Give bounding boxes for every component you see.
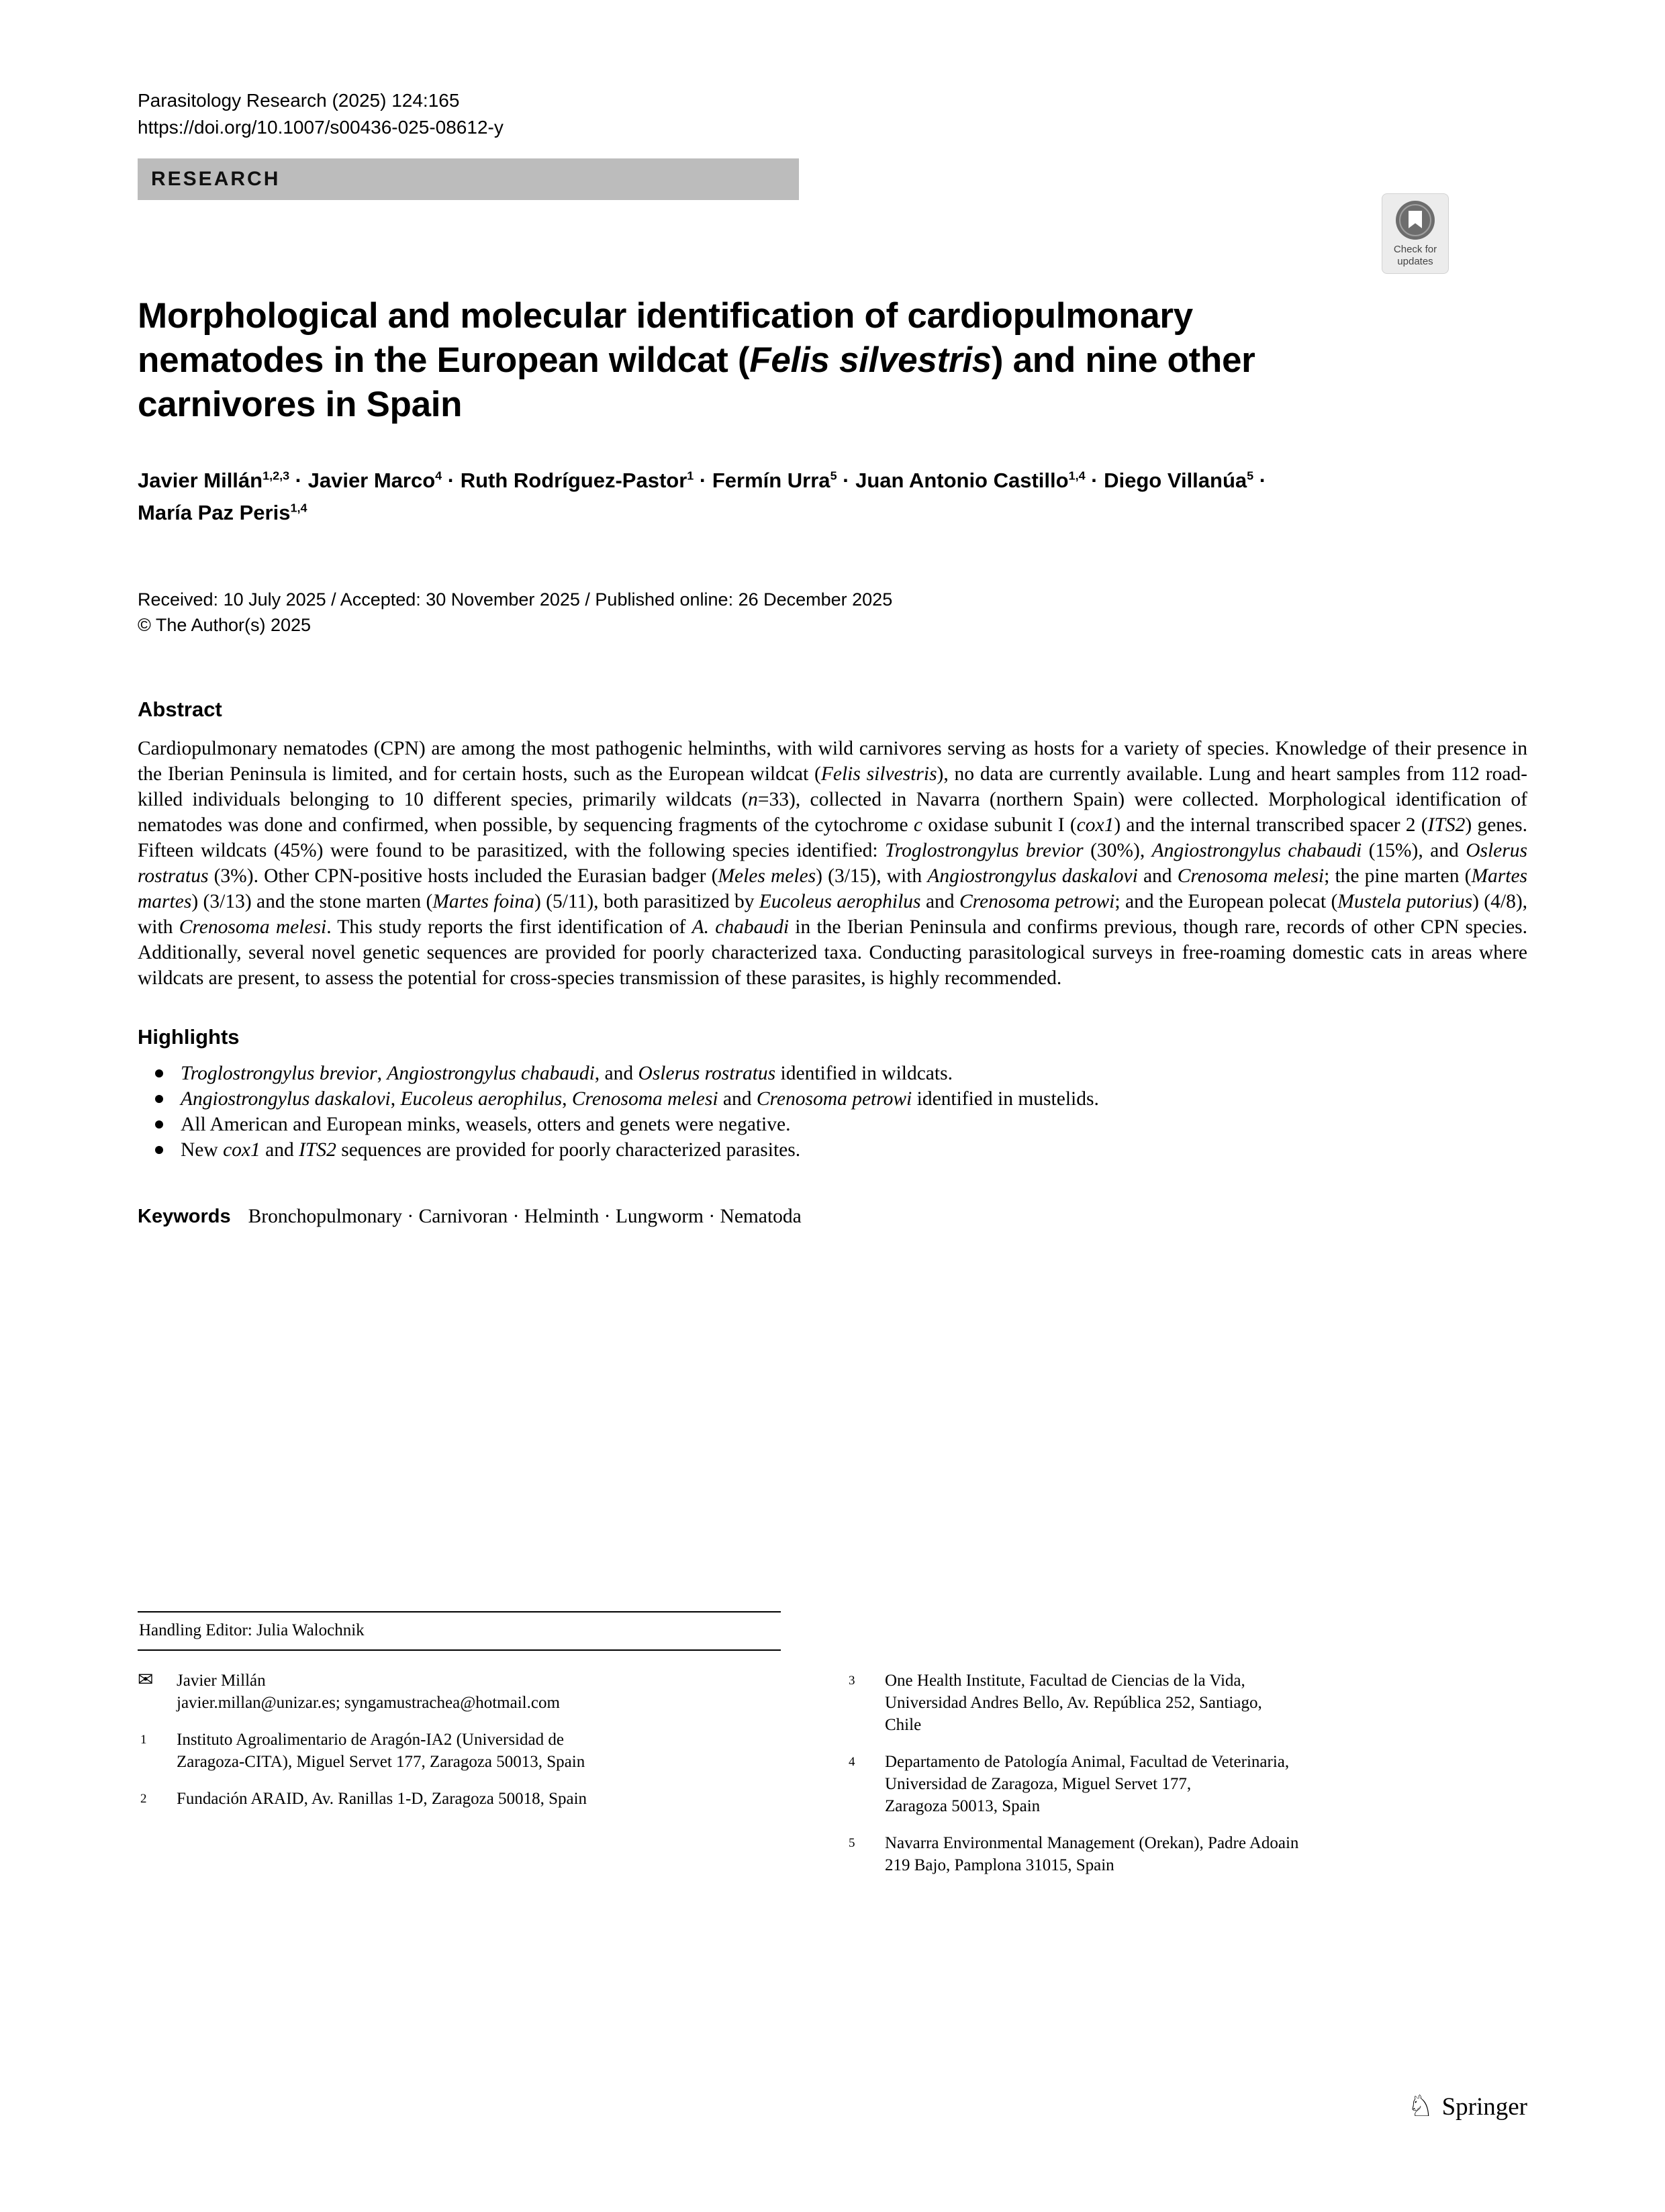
publisher-name: Springer (1441, 2093, 1527, 2121)
affiliation-number: 4 (849, 1755, 855, 1769)
check-for-updates-badge[interactable] (1382, 193, 1449, 274)
affiliation-text: Navarra Environmental Management (Orekan), Padre Adoain 219 Bajo, Pamplona 31015, Spain (885, 1834, 1299, 1874)
affiliation-entry (846, 1832, 1531, 1876)
publisher-logo (1407, 2092, 1527, 2121)
section-type-bar (138, 158, 799, 200)
divider (138, 1649, 781, 1651)
envelope-icon: ✉ (138, 1670, 154, 1690)
bullet-icon (155, 1069, 163, 1077)
affiliation-text: Instituto Agroalimentario de Aragón-IA2 (Universidad de Zaragoza-CITA), Miguel Servet 177, Zaragoza 50013, Spain (177, 1731, 585, 1771)
publication-dates: Received: 10 July 2025 / Accepted: 30 November 2025 / Published online: 26 December 2025 (138, 589, 893, 610)
affiliation-entry (846, 1670, 1531, 1736)
highlights-heading: Highlights (138, 1025, 240, 1049)
abstract-heading: Abstract (138, 698, 222, 721)
footnote-columns (138, 1670, 1531, 1891)
copyright-notice: © The Author(s) 2025 (138, 615, 312, 635)
keywords-list: Bronchopulmonary · Carnivoran · Helminth · Lungworm · Nematoda (248, 1206, 802, 1227)
bullet-icon (155, 1120, 163, 1128)
affiliation-text: Fundación ARAID, Av. Ranillas 1-D, Zaragoza 50018, Spain (177, 1790, 587, 1808)
highlight-item (138, 1061, 1527, 1086)
affiliation-entry (846, 1751, 1531, 1817)
affiliation-text: Departamento de Patología Animal, Facultad de Veterinaria, Universidad de Zaragoza, Miguel Servet 177, Zaragoza 50013, Spain (885, 1753, 1290, 1815)
footnote-block (138, 1611, 1531, 1891)
crossmark-icon (1396, 201, 1435, 240)
highlight-text: New cox1 and ITS2 sequences are provided for poorly characterized parasites. (181, 1139, 801, 1161)
correspondence-entry (138, 1670, 782, 1714)
footnote-column-right (846, 1670, 1531, 1891)
abstract-text: Cardiopulmonary nematodes (CPN) are among the most pathogenic helminths, with wild carnivores serving as hosts for a variety of species. Knowledge of their presence in the Iberian Peninsula is limited, and for certain hosts, such as the European wildcat (Felis silvestris), no data are currently available. Lung and heart samples from 112 road-killed individuals belonging to 10 different species, primarily wildcats (n=33), collected in Navarra (northern Spain) were collected. Morphological identification of nematodes was done and confirmed, when possible, by sequencing fragments of the cytochrome c oxidase subunit I (cox1) and the internal transcribed spacer 2 (ITS2) genes. Fifteen wildcats (45%) were found to be parasitized, with the following species identified: Troglostrongylus brevior (30%), Angiostrongylus chabaudi (15%), and Oslerus rostratus (3%). Other CPN-positive hosts included the Eurasian badger (Meles meles) (3/15), with Angiostrongylus daskalovi and Crenosoma melesi; the pine marten (Martes martes) (3/13) and the stone marten (Martes foina) (5/11), both parasitized by Eucoleus aerophilus and Crenosoma petrowi; and the European polecat (Mustela putorius) (4/8), with Crenosoma melesi. This study reports the first identification of A. chabaudi in the Iberian Peninsula and confirms previous, though rare, records of other CPN species. Additionally, several novel genetic sequences are provided for poorly characterized taxa. Conducting parasitological surveys in free-roaming domestic cats in areas where wildcats are present, to assess the potential for cross-species transmission of these parasites, is highly recommended. (138, 738, 1528, 989)
highlight-text: All American and European minks, weasels, otters and genets were negative. (181, 1114, 791, 1135)
affiliation-entry (138, 1788, 782, 1811)
keywords (138, 1203, 1527, 1230)
highlights-list (138, 1061, 1527, 1163)
divider (138, 1611, 781, 1613)
correspondence-emails[interactable]: javier.millan@unizar.es; syngamustrachea@hotmail.com (177, 1694, 560, 1712)
keywords-label: Keywords (138, 1206, 231, 1227)
affiliation-number: 2 (140, 1792, 147, 1806)
highlight-item (138, 1137, 1527, 1163)
bullet-icon (155, 1146, 163, 1154)
journal-citation: Parasitology Research (2025) 124:165 (138, 90, 460, 111)
springer-knight-icon: ♘ (1407, 2090, 1434, 2123)
correspondence-name: Javier Millán (177, 1672, 266, 1690)
article-title: Morphological and molecular identification of cardiopulmonary nematodes in the European wildcat (Felis silvestris) and nine other carnivores in Spain (138, 296, 1255, 424)
affiliation-number: 5 (849, 1836, 855, 1850)
highlight-item (138, 1086, 1527, 1112)
affiliation-number: 3 (849, 1674, 855, 1688)
highlight-text: Angiostrongylus daskalovi, Eucoleus aerophilus, Crenosoma melesi and Crenosoma petrowi identified in mustelids. (181, 1088, 1099, 1110)
section-type-label: RESEARCH (151, 168, 281, 190)
doi-link[interactable]: https://doi.org/10.1007/s00436-025-08612-y (138, 117, 504, 138)
correspondence-text (177, 1670, 782, 1714)
footnote-column-left (138, 1670, 846, 1891)
crossmark-label: Check for updates (1393, 244, 1437, 267)
affiliation-text: One Health Institute, Facultad de Ciencias de la Vida, Universidad Andres Bello, Av. República 252, Santiago, Chile (885, 1672, 1262, 1734)
handling-editor-note: Handling Editor: Julia Walochnik (139, 1621, 365, 1639)
highlight-item (138, 1112, 1527, 1137)
affiliation-number: 1 (140, 1733, 147, 1747)
highlight-text: Troglostrongylus brevior, Angiostrongylus chabaudi, and Oslerus rostratus identified in wildcats. (181, 1063, 953, 1084)
author-list: Javier Millán$^{1,2,3}$ · Javier Marco$^4$ · Ruth Rodríguez-Pastor$^1$ · Fermín Urra$^5$ · Juan Antonio Castillo$^{1,4}$ · Diego Villanúa$^5$ · María Paz Peris$^{1,4}$ (138, 469, 1267, 524)
bullet-icon (155, 1095, 163, 1103)
affiliation-entry (138, 1729, 782, 1773)
